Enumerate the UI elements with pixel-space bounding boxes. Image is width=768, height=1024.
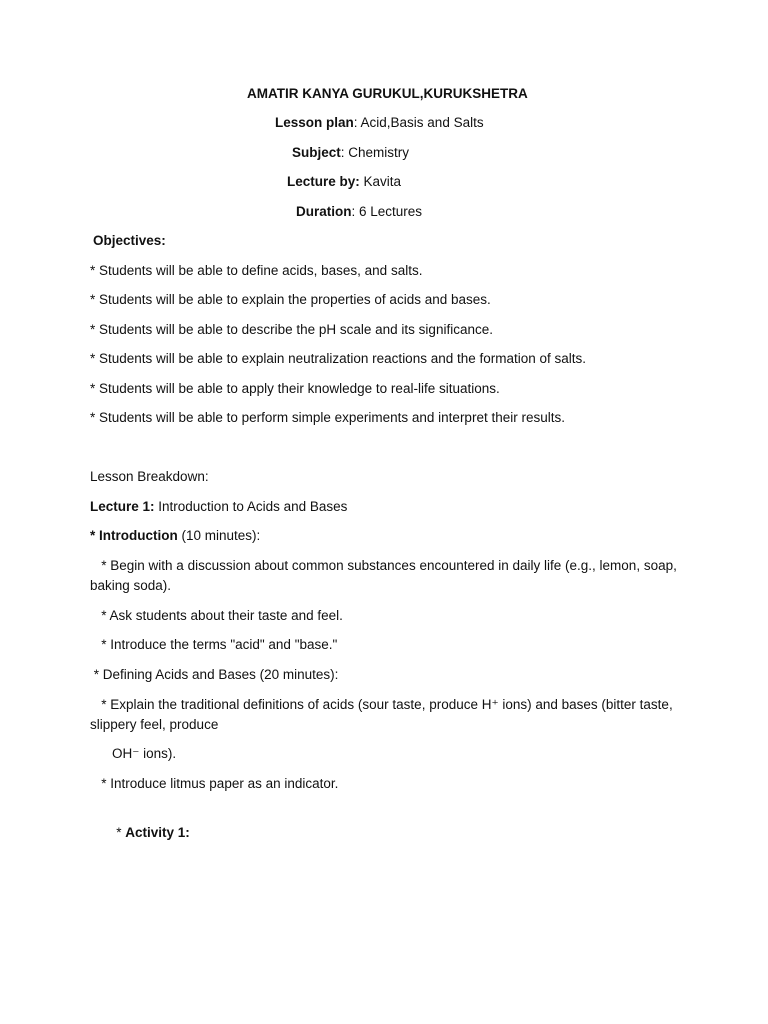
defining-heading: * Defining Acids and Bases (20 minutes): [90, 667, 339, 682]
duration-value: : 6 Lectures [351, 204, 423, 219]
duration-label: Duration [296, 204, 352, 219]
school-title: AMATIR KANYA GURUKUL,KURUKSHETRA [247, 86, 528, 101]
activity-1-line [90, 803, 190, 863]
intro-item-2: * Ask students about their taste and feel. [90, 608, 343, 623]
lecture-by-line [287, 172, 401, 192]
def-item-2: * Introduce litmus paper as an indicator. [90, 776, 339, 791]
lecture-1-line [90, 497, 347, 517]
lesson-plan-line [275, 113, 484, 133]
lesson-breakdown-heading: Lesson Breakdown: [90, 469, 209, 484]
lecture-by-label: Lecture by: [287, 174, 360, 189]
objective-item: * Students will be able to perform simple experiments and interpret their results. [90, 410, 565, 425]
lesson-plan-value: : Acid,Basis and Salts [353, 115, 484, 130]
lecture-1-label: Lecture 1: [90, 499, 155, 514]
def-item-1: * Explain the traditional definitions of acids (sour taste, produce H⁺ ions) and bases (bitter taste, slippery feel, produce [90, 697, 677, 732]
subject-line [292, 143, 409, 163]
objective-item: * Students will be able to describe the pH scale and its significance. [90, 322, 493, 337]
lecture-1-title: Introduction to Acids and Bases [154, 499, 348, 514]
objective-item: * Students will be able to define acids, bases, and salts. [90, 263, 423, 278]
intro-item-3: * Introduce the terms "acid" and "base." [90, 637, 338, 652]
introduction-time: (10 minutes): [177, 528, 261, 543]
objective-item: * Students will be able to apply their knowledge to real-life situations. [90, 381, 500, 396]
duration-line [296, 202, 422, 222]
introduction-label: * Introduction [90, 528, 178, 543]
activity-1-bullet: * [105, 825, 126, 840]
subject-label: Subject [292, 145, 341, 160]
def-item-1-cont: OH⁻ ions). [112, 746, 177, 761]
introduction-line [90, 526, 260, 546]
subject-value: : Chemistry [340, 145, 410, 160]
objective-item: * Students will be able to explain neutralization reactions and the formation of salts. [90, 351, 587, 366]
lecture-by-value: Kavita [359, 174, 402, 189]
objective-item: * Students will be able to explain the properties of acids and bases. [90, 292, 491, 307]
lesson-plan-label: Lesson plan [275, 115, 354, 130]
intro-item-1: * Begin with a discussion about common substances encountered in daily life (e.g., lemon, soap, baking soda). [90, 558, 681, 593]
activity-1-label: Activity 1: [125, 825, 190, 840]
objectives-heading: Objectives: [93, 233, 166, 248]
